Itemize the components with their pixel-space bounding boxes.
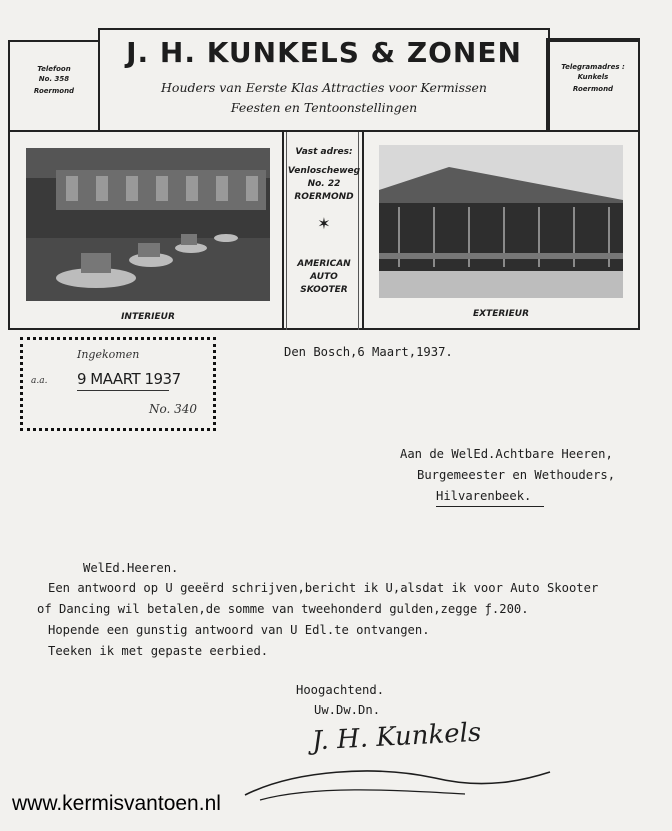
telegram-box [546,38,640,132]
star-icon: ✶ [317,214,331,233]
panel-divider-right [362,132,364,330]
attraction-line-2: AUTO [310,272,338,282]
received-stamp [20,337,216,431]
attraction-line-1: AMERICAN [297,259,351,269]
recipient-underline [436,506,544,507]
attraction-line-3: SKOOTER [300,285,348,295]
place-date: Den Bosch,6 Maart,1937. [284,345,453,359]
telegram-city: Roermond [572,85,614,93]
phone-city: Roermond [33,87,75,95]
address-street: Venloscheweg [287,166,361,176]
body-line-2: of Dancing wil betalen,de somme van tweehonderd gulden,zegge ƒ.200. [37,602,529,616]
stamp-received-label: Ingekomen [77,348,140,361]
tagline-2: Feesten en Tentoonstellingen [230,100,418,115]
address-label: Vast adres: [295,147,353,157]
interior-photo-image [26,148,270,301]
phone-label: Telefoon [37,65,71,73]
closing: Hoogachtend. [296,683,385,697]
stamp-date: 9 MAART 1937 [77,370,181,388]
phone-number: No. 358 [38,75,70,83]
company-name: J. H. KUNKELS & ZONEN [126,36,522,69]
photo-interior [26,148,270,301]
recipient-line-3: Hilvarenbeek. [436,489,532,503]
caption-interior: INTERIEUR [121,312,175,322]
address-city: ROERMOND [294,192,354,202]
title-box [98,28,550,132]
stamp-rule [77,390,169,391]
recipient-line-2: Burgemeester en Wethouders, [417,468,616,482]
salutation: WelEd.Heeren. [83,561,179,575]
telegram-label: Telegramadres : [561,63,625,71]
stamp-number: No. 340 [149,402,198,416]
photo-exterior [379,145,623,298]
closing-2: Uw.Dw.Dn. [314,703,381,717]
body-line-1: Een antwoord op U geeërd schrijven,bericht ik U,alsdat ik voor Auto Skooter [48,581,599,595]
recipient-line-1: Aan de WelEd.Achtbare Heeren, [400,447,613,461]
telegram-name: Kunkels [577,73,609,81]
signature-flourish [235,750,555,810]
exterior-photo-image [379,145,623,298]
stamp-initials: a.a. [31,376,48,386]
phone-box [8,40,100,132]
address-number: No. 22 [307,179,341,189]
body-line-3: Hopende een gunstig antwoord van U Edl.te ontvangen. [48,623,430,637]
caption-exterior: EXTERIEUR [472,309,530,319]
tagline-1: Houders van Eerste Klas Attracties voor Kermissen [161,80,487,95]
body-line-4: Teeken ik met gepaste eerbied. [48,644,269,658]
panel-divider-left [282,132,284,330]
watermark-url: www.kermisvantoen.nl [12,792,221,815]
signature: J. H. Kunkels [311,717,482,757]
